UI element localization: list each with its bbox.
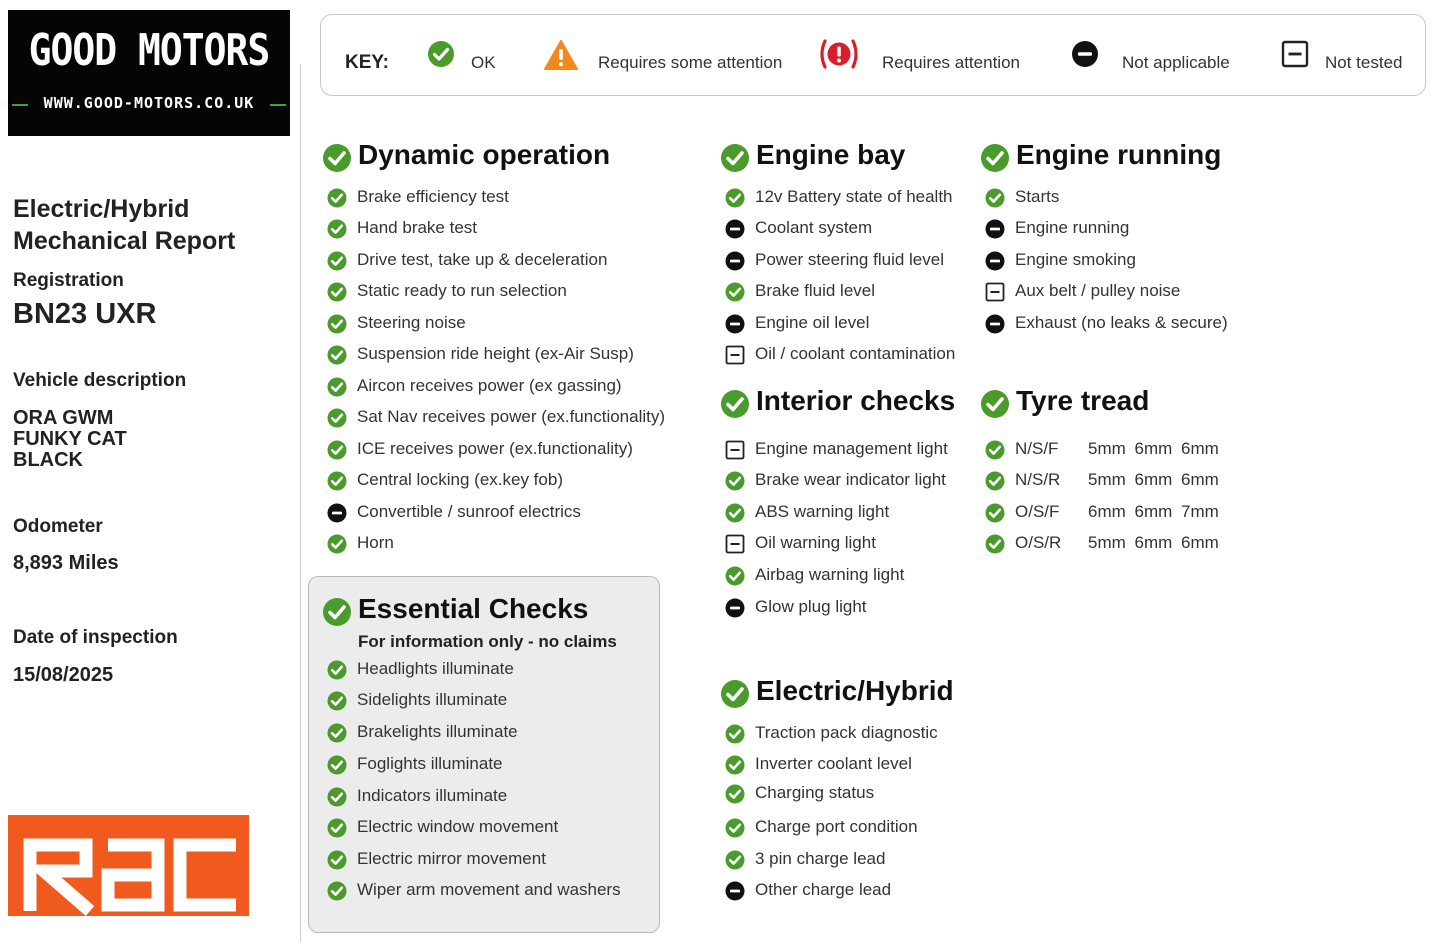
rac-logo bbox=[8, 815, 249, 916]
vehicle-description-label: Vehicle description bbox=[13, 370, 187, 391]
ok-icon bbox=[327, 691, 347, 716]
ok-icon bbox=[985, 471, 1005, 496]
ok-icon bbox=[327, 188, 347, 213]
check-item-label: Sat Nav receives power (ex.functionality) bbox=[357, 407, 666, 426]
minus-circle-icon bbox=[725, 598, 745, 623]
check-item-label: Charging status bbox=[755, 783, 875, 802]
ok-icon bbox=[327, 314, 347, 339]
ok-icon bbox=[327, 471, 347, 496]
report-title-line2: Mechanical Report bbox=[13, 227, 236, 255]
check-item-label: Traction pack diagnostic bbox=[755, 723, 938, 742]
check-item-label: Brake fluid level bbox=[755, 281, 876, 300]
ok-icon bbox=[720, 389, 750, 419]
minus-circle-icon bbox=[1071, 40, 1099, 68]
tyre-tread-depths: 5mm 6mm 6mm bbox=[1088, 533, 1219, 552]
check-item-label: Inverter coolant level bbox=[755, 754, 912, 773]
ok-icon bbox=[327, 408, 347, 433]
check-item-label: Other charge lead bbox=[755, 880, 892, 899]
check-item-label: Static ready to run selection bbox=[357, 281, 567, 300]
minus-circle-icon bbox=[985, 219, 1005, 244]
section-title: Essential Checks bbox=[358, 593, 589, 624]
check-item-label: Steering noise bbox=[357, 313, 466, 332]
odometer-label: Odometer bbox=[13, 516, 103, 537]
ok-icon bbox=[322, 143, 352, 173]
essential-subtitle: For information only - no claims bbox=[358, 632, 617, 651]
ok-icon bbox=[327, 534, 347, 559]
ok-icon bbox=[327, 377, 347, 402]
check-item-label: Brake wear indicator light bbox=[755, 470, 946, 489]
vehicle-description-line: ORA GWM bbox=[13, 407, 114, 429]
ok-icon bbox=[327, 818, 347, 843]
check-item-label: Aircon receives power (ex gassing) bbox=[357, 376, 622, 395]
minus-circle-icon bbox=[725, 314, 745, 339]
check-item-label: Engine oil level bbox=[755, 313, 870, 332]
key-some-attention-label: Requires some attention bbox=[598, 53, 783, 72]
minus-circle-icon bbox=[725, 251, 745, 276]
alert-icon bbox=[818, 37, 860, 71]
ok-icon bbox=[327, 345, 347, 370]
warning-triangle-icon bbox=[543, 39, 579, 71]
check-item-label: 3 pin charge lead bbox=[755, 849, 886, 868]
check-item-label: Exhaust (no leaks & secure) bbox=[1015, 313, 1228, 332]
check-item-label: Electric mirror movement bbox=[357, 849, 546, 868]
ok-icon bbox=[725, 566, 745, 591]
check-item-label: Brakelights illuminate bbox=[357, 722, 518, 741]
inspection-date-label: Date of inspection bbox=[13, 627, 178, 648]
section-title: Electric/Hybrid bbox=[756, 675, 954, 706]
section-title: Engine bay bbox=[756, 139, 906, 170]
check-item-label: Starts bbox=[1015, 187, 1060, 206]
rac-logo-mark bbox=[8, 815, 249, 916]
status-key bbox=[320, 14, 1426, 96]
good-motors-logo bbox=[8, 10, 290, 136]
check-item-label: Glow plug light bbox=[755, 597, 867, 616]
check-item-label: Charge port condition bbox=[755, 817, 918, 836]
minus-circle-icon bbox=[985, 314, 1005, 339]
column-divider bbox=[300, 64, 301, 942]
check-item-label: Horn bbox=[357, 533, 394, 552]
ok-icon bbox=[327, 660, 347, 685]
check-item-label: Headlights illuminate bbox=[357, 659, 514, 678]
ok-icon bbox=[725, 503, 745, 528]
key-attention-label: Requires attention bbox=[882, 53, 1020, 72]
check-item-label: Brake efficiency test bbox=[357, 187, 509, 206]
check-item-label: Hand brake test bbox=[357, 218, 478, 237]
ok-icon bbox=[725, 850, 745, 875]
ok-icon bbox=[327, 723, 347, 748]
check-item-label: Indicators illuminate bbox=[357, 786, 508, 805]
check-item-label: Coolant system bbox=[755, 218, 873, 237]
check-item-label: Aux belt / pulley noise bbox=[1015, 281, 1181, 300]
ok-icon bbox=[327, 219, 347, 244]
vehicle-description-line: FUNKY CAT bbox=[13, 428, 127, 450]
check-item-label: Oil / coolant contamination bbox=[755, 344, 956, 363]
check-item-label: Suspension ride height (ex-Air Susp) bbox=[357, 344, 634, 363]
brand-url: WWW.GOOD-MOTORS.CO.UK bbox=[43, 94, 255, 112]
minus-square-icon bbox=[725, 345, 745, 370]
ok-icon bbox=[985, 440, 1005, 465]
ok-icon bbox=[327, 850, 347, 875]
check-item-label: Engine running bbox=[1015, 218, 1130, 237]
vehicle-description-line: BLACK bbox=[13, 449, 83, 471]
inspection-date-value: 15/08/2025 bbox=[13, 664, 114, 686]
minus-square-icon bbox=[985, 282, 1005, 307]
ok-icon bbox=[725, 784, 745, 809]
check-item-label: 12v Battery state of health bbox=[755, 187, 953, 206]
tyre-position: O/S/R bbox=[1015, 533, 1062, 552]
report-title-line1: Electric/Hybrid bbox=[13, 195, 190, 223]
section-title: Engine running bbox=[1016, 139, 1222, 170]
ok-icon bbox=[327, 881, 347, 906]
section-title: Dynamic operation bbox=[358, 139, 611, 170]
ok-icon bbox=[327, 787, 347, 812]
minus-square-icon bbox=[725, 534, 745, 559]
minus-square-icon bbox=[725, 440, 745, 465]
ok-icon bbox=[985, 534, 1005, 559]
ok-icon bbox=[725, 471, 745, 496]
check-item-label: Central locking (ex.key fob) bbox=[357, 470, 563, 489]
tyre-position: N/S/R bbox=[1015, 470, 1061, 489]
tyre-position: N/S/F bbox=[1015, 439, 1059, 458]
ok-icon bbox=[985, 503, 1005, 528]
ok-icon bbox=[980, 389, 1010, 419]
ok-icon bbox=[725, 282, 745, 307]
ok-icon bbox=[327, 251, 347, 276]
minus-circle-icon bbox=[985, 251, 1005, 276]
ok-icon bbox=[322, 597, 352, 627]
minus-circle-icon bbox=[327, 503, 347, 528]
odometer-value: 8,893 Miles bbox=[13, 552, 119, 574]
ok-icon bbox=[985, 188, 1005, 213]
registration-value: BN23 UXR bbox=[13, 298, 157, 330]
section-title: Interior checks bbox=[756, 385, 956, 416]
ok-icon bbox=[427, 40, 455, 68]
tyre-tread-depths: 5mm 6mm 6mm bbox=[1088, 470, 1219, 489]
registration-label: Registration bbox=[13, 270, 124, 291]
ok-icon bbox=[725, 818, 745, 843]
tyre-tread-depths: 6mm 6mm 7mm bbox=[1088, 502, 1219, 521]
minus-square-icon bbox=[1281, 40, 1309, 68]
ok-icon bbox=[725, 755, 745, 780]
check-item-label: Power steering fluid level bbox=[755, 250, 944, 269]
key-not-applicable-label: Not applicable bbox=[1122, 53, 1230, 72]
check-item-label: ABS warning light bbox=[755, 502, 890, 521]
ok-icon bbox=[327, 755, 347, 780]
check-item-label: Drive test, take up & deceleration bbox=[357, 250, 608, 269]
brand-name: GOOD MOTORS bbox=[28, 24, 270, 76]
ok-icon bbox=[720, 143, 750, 173]
key-title: KEY: bbox=[345, 52, 389, 73]
check-item-label: Oil warning light bbox=[755, 533, 876, 552]
tyre-tread-depths: 5mm 6mm 6mm bbox=[1088, 439, 1219, 458]
ok-icon bbox=[327, 282, 347, 307]
check-item-label: Engine smoking bbox=[1015, 250, 1136, 269]
check-item-label: Airbag warning light bbox=[755, 565, 905, 584]
minus-circle-icon bbox=[725, 881, 745, 906]
check-item-label: ICE receives power (ex.functionality) bbox=[357, 439, 633, 458]
check-item-label: Sidelights illuminate bbox=[357, 690, 508, 709]
key-not-tested-label: Not tested bbox=[1325, 53, 1403, 72]
ok-icon bbox=[327, 440, 347, 465]
section-title: Tyre tread bbox=[1016, 385, 1150, 416]
check-item-label: Foglights illuminate bbox=[357, 754, 503, 773]
check-item-label: Wiper arm movement and washers bbox=[357, 880, 621, 899]
ok-icon bbox=[980, 143, 1010, 173]
ok-icon bbox=[720, 679, 750, 709]
ok-icon bbox=[725, 724, 745, 749]
check-item-label: Convertible / sunroof electrics bbox=[357, 502, 581, 521]
tyre-position: O/S/F bbox=[1015, 502, 1060, 521]
check-item-label: Electric window movement bbox=[357, 817, 559, 836]
check-item-label: Engine management light bbox=[755, 439, 948, 458]
key-ok-label: OK bbox=[471, 53, 496, 72]
ok-icon bbox=[725, 188, 745, 213]
minus-circle-icon bbox=[725, 219, 745, 244]
